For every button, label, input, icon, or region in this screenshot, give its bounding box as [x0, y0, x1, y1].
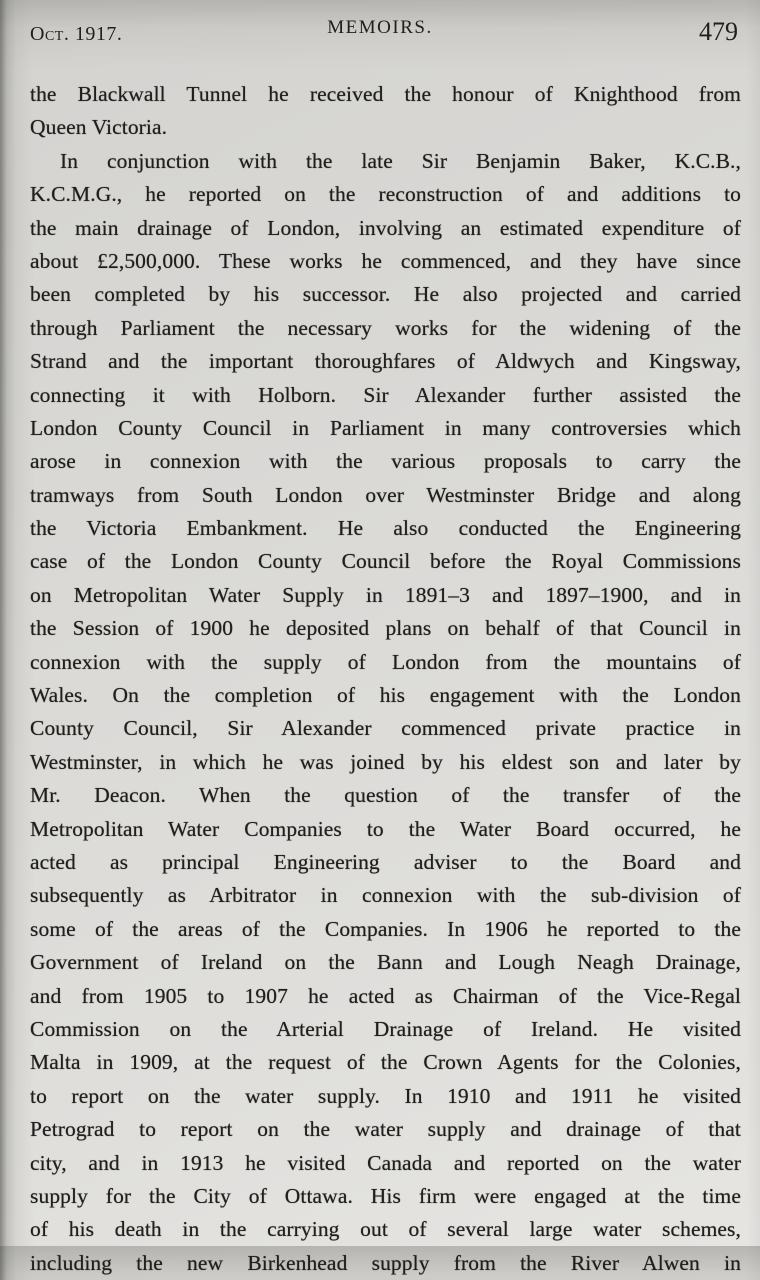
text-line: connecting it with Holborn. Sir Alexander further assisted the: [30, 382, 741, 407]
text-line: supply for the City of Ottawa. His firm were engaged at the time: [30, 1183, 741, 1208]
text-line: the main drainage of London, involving an estimated expenditure of: [30, 215, 741, 240]
text-line: tramways from South London over Westminster Bridge and along: [30, 482, 741, 507]
text-line: Malta in 1909, at the request of the Crown Agents for the Colonies,: [30, 1050, 741, 1075]
text-line: Mr. Deacon. When the question of the transfer of the: [30, 783, 741, 808]
text-line: Petrograd to report on the water supply and drainage of that: [30, 1117, 741, 1142]
text-line: including the new Birkenhead supply from the River Alwen in: [30, 1250, 741, 1275]
text-line: K.C.M.G., he reported on the reconstruction of and additions to: [30, 182, 741, 207]
text-line: been completed by his successor. He also projected and carried: [30, 282, 741, 307]
running-header-title: MEMOIRS.: [327, 17, 433, 38]
text-line: the Victoria Embankment. He also conducted the Engineering: [30, 516, 741, 541]
text-line: London County Council in Parliament in many controversies which: [30, 415, 741, 440]
text-line: Wales. On the completion of his engagement with the London: [30, 683, 741, 708]
page-header: [0, 0, 760, 47]
text-line: Strand and the important thoroughfares of Aldwych and Kingsway,: [30, 349, 741, 374]
text-line: subsequently as Arbitrator in connexion with the sub-division of: [30, 883, 741, 908]
text-line: the Blackwall Tunnel he received the honour of Knighthood from: [30, 82, 741, 106]
text-line: case of the London County Council before the Royal Commissions: [30, 549, 741, 574]
running-header-date: Oct. 1917.: [30, 23, 123, 45]
text-line: some of the areas of the Companies. In 1906 he reported to the: [30, 916, 741, 941]
body-text: [30, 78, 741, 1280]
text-line: acted as principal Engineering adviser to the Board and: [30, 849, 741, 874]
text-line: Queen Victoria.: [30, 115, 168, 140]
text-line: city, and in 1913 he visited Canada and reported on the water: [30, 1150, 741, 1175]
text-line: the Session of 1900 he deposited plans on behalf of that Council in: [30, 616, 741, 641]
text-line: on Metropolitan Water Supply in 1891–3 and 1897–1900, and in: [30, 582, 741, 607]
text-line: In conjunction with the late Sir Benjamin Baker, K.C.B.,: [60, 148, 741, 173]
text-line: about £2,500,000. These works he commenced, and they have since: [30, 248, 741, 273]
text-line: Metropolitan Water Companies to the Water Board occurred, he: [30, 816, 741, 841]
text-line: Government of Ireland on the Bann and Lough Neagh Drainage,: [30, 950, 741, 975]
text-line: through Parliament the necessary works for the widening of the: [30, 315, 741, 340]
text-line: of his death in the carrying out of several large water schemes,: [30, 1217, 741, 1242]
page-number: 479: [699, 17, 738, 46]
text-line: connexion with the supply of London from the mountains of: [30, 649, 741, 674]
text-line: arose in connexion with the various proposals to carry the: [30, 449, 741, 474]
text-line: and from 1905 to 1907 he acted as Chairman of the Vice-Regal: [30, 983, 741, 1008]
text-line: Commission on the Arterial Drainage of Ireland. He visited: [30, 1016, 741, 1041]
text-line: to report on the water supply. In 1910 and 1911 he visited: [30, 1083, 741, 1108]
text-line: Westminster, in which he was joined by his eldest son and later by: [30, 749, 741, 774]
text-line: County Council, Sir Alexander commenced private practice in: [30, 716, 741, 741]
